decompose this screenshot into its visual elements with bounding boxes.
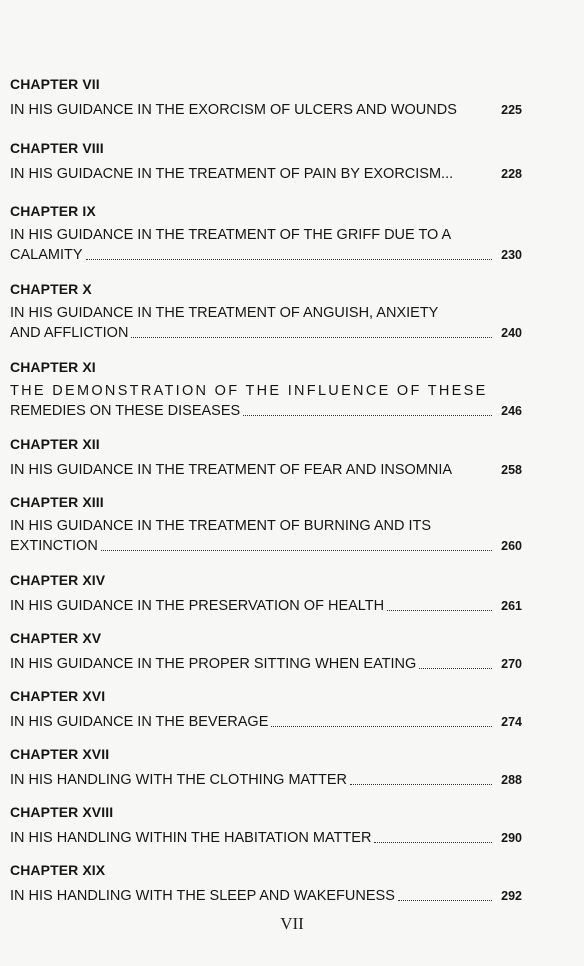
chapter-heading: CHAPTER XIX <box>10 862 106 878</box>
chapter-title-line <box>10 654 522 674</box>
chapter-heading: CHAPTER XIII <box>10 494 104 510</box>
page-number: 228 <box>501 167 522 181</box>
chapter-title-line <box>10 828 522 848</box>
chapter-heading: CHAPTER VII <box>10 76 100 92</box>
page-number: 261 <box>501 599 522 613</box>
toc-entry <box>10 203 522 265</box>
chapter-title: IN HIS GUIDANCE IN THE TREATMENT OF BURNING AND ITS <box>10 518 432 534</box>
toc-entry <box>10 140 522 184</box>
chapter-title: IN HIS HANDLING WITH THE CLOTHING MATTER <box>10 772 348 788</box>
toc-entry <box>10 359 522 421</box>
toc-entry <box>10 76 522 120</box>
chapter-heading: CHAPTER IX <box>10 203 96 219</box>
chapter-heading: CHAPTER XV <box>10 630 102 646</box>
chapter-heading: CHAPTER XI <box>10 359 96 375</box>
page-number: 290 <box>501 831 522 845</box>
dot-leader <box>86 258 492 260</box>
page-number: 258 <box>501 463 522 477</box>
chapter-title-line <box>10 536 522 556</box>
dot-leader <box>271 725 492 727</box>
page-number: 288 <box>501 773 522 787</box>
dot-leader <box>243 414 492 416</box>
chapter-title-line <box>10 712 522 732</box>
toc-entry <box>10 494 522 556</box>
chapter-title: IN HIS GUIDANCE IN THE EXORCISM OF ULCERS AND WOUNDS <box>10 102 457 118</box>
chapter-title: IN HIS HANDLING WITH THE SLEEP AND WAKEFUNESS <box>10 888 395 904</box>
page-number: 240 <box>501 326 522 340</box>
page-number: 274 <box>501 715 522 729</box>
toc-entry <box>10 862 522 906</box>
toc-entry <box>10 281 522 343</box>
chapter-title: IN HIS GUIDANCE IN THE TREATMENT OF THE GRIFF DUE TO A <box>10 227 452 243</box>
dot-leader <box>350 783 492 785</box>
dot-leader <box>131 336 492 338</box>
toc-entry <box>10 688 522 732</box>
chapter-heading: CHAPTER XVI <box>10 688 106 704</box>
dot-leader <box>387 609 492 611</box>
chapter-title: IN HIS GUIDANCE IN THE BEVERAGE <box>10 714 269 730</box>
chapter-title-continued: EXTINCTION <box>10 538 98 554</box>
page-number: 292 <box>501 889 522 903</box>
chapter-heading: CHAPTER XII <box>10 436 100 452</box>
page-number: 225 <box>501 103 522 117</box>
toc-entry <box>10 572 522 616</box>
chapter-title-line <box>10 100 522 120</box>
chapter-heading: CHAPTER X <box>10 281 92 297</box>
chapter-title-line <box>10 886 522 906</box>
toc-entry <box>10 746 522 790</box>
chapter-title-continued: CALAMITY <box>10 247 83 263</box>
chapter-heading: CHAPTER XIV <box>10 572 106 588</box>
chapter-heading: CHAPTER XVII <box>10 746 110 762</box>
page-folio: VII <box>280 914 304 933</box>
chapter-title-line <box>10 245 522 265</box>
chapter-title: IN HIS GUIDANCE IN THE TREATMENT OF FEAR AND INSOMNIA <box>10 462 453 478</box>
chapter-title: IN HIS GUIDANCE IN THE PROPER SITTING WHEN EATING <box>10 656 417 672</box>
page-number: 230 <box>501 248 522 262</box>
chapter-title-continued: REMEDIES ON THESE DISEASES <box>10 403 241 419</box>
dot-leader <box>374 841 492 843</box>
chapter-title: IN HIS GUIDANCE IN THE PRESERVATION OF HEALTH <box>10 598 385 614</box>
chapter-heading: CHAPTER XVIII <box>10 804 114 820</box>
page-number: 260 <box>501 539 522 553</box>
chapter-title-line <box>10 596 522 616</box>
chapter-title: THE DEMONSTRATION OF THE INFLUENCE OF THESE <box>10 383 488 399</box>
dot-leader <box>101 549 492 551</box>
chapter-title: IN HIS GUIDANCE IN THE TREATMENT OF ANGUISH, ANXIETY <box>10 305 439 321</box>
toc-entry <box>10 804 522 848</box>
page-number: 270 <box>501 657 522 671</box>
chapter-heading: CHAPTER VIII <box>10 140 104 156</box>
toc-entry <box>10 630 522 674</box>
toc-entry <box>10 436 522 480</box>
chapter-title: IN HIS GUIDACNE IN THE TREATMENT OF PAIN BY EXORCISM... <box>10 166 454 182</box>
dot-leader <box>419 667 492 669</box>
chapter-title-line <box>10 401 522 421</box>
page-number: 246 <box>501 404 522 418</box>
chapter-title-line <box>10 460 522 480</box>
chapter-title-line <box>10 770 522 790</box>
chapter-title: IN HIS HANDLING WITHIN THE HABITATION MATTER <box>10 830 372 846</box>
chapter-title-line <box>10 164 522 184</box>
chapter-title-continued: AND AFFLICTION <box>10 325 129 341</box>
chapter-title-line <box>10 323 522 343</box>
dot-leader <box>398 899 492 901</box>
